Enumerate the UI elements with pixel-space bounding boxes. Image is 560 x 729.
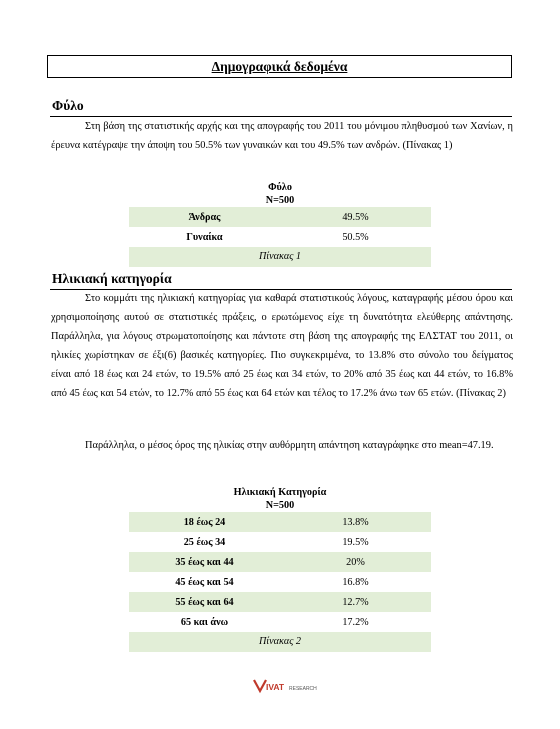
row-label: Άνδρας bbox=[188, 211, 221, 223]
row-label: 45 έως και 54 bbox=[175, 576, 234, 588]
logo-wordmark-main: IVAT bbox=[266, 682, 285, 692]
table-title: Ηλικιακή Κατηγορία bbox=[233, 487, 327, 498]
table-sample-size: N=500 bbox=[265, 195, 295, 206]
row-value: 19.5% bbox=[342, 536, 369, 548]
table-row bbox=[129, 227, 431, 247]
row-label: 18 έως 24 bbox=[183, 516, 226, 528]
vivat-research-logo bbox=[252, 676, 317, 694]
table-row bbox=[129, 612, 431, 632]
row-value: 20% bbox=[346, 556, 365, 568]
row-value: 12.7% bbox=[342, 596, 369, 608]
table-row bbox=[129, 512, 431, 532]
table-caption: Πίνακας 1 bbox=[129, 247, 431, 267]
logo-v-mark bbox=[254, 680, 266, 691]
table-title: Φύλο bbox=[268, 182, 292, 193]
sex-paragraph: Στη βάση της στατιστικής αρχής και της απογραφής του 2011 του μόνιμου πληθυσμού των Χανίων, η έρευνα κατέγραψε την άποψη του 50.5% των γυναικών και του 49.5% των ανδρών. (Πίνακας 1) bbox=[51, 121, 513, 151]
table-row bbox=[129, 592, 431, 612]
table-sample-size: N=500 bbox=[265, 500, 295, 511]
age-table bbox=[129, 486, 431, 652]
table-caption: Πίνακας 2 bbox=[129, 632, 431, 652]
row-value: 49.5% bbox=[342, 211, 369, 223]
age-paragraph: Στο κομμάτι της ηλικιακή κατηγορίας για καθαρά στατιστικούς λόγους, καταγραφής μέσου όρου και χρησιμοποίησης αυτού σε στατιστικές πράξεις, ο ερωτώμενος είχε τη δυνατότητα ελεύθερης απάντησης. Παράλληλα, για λόγους στρωματοποίησης και πάντοτε στη βάση της απογραφής της ΕΛΣΤΑΤ του 2011, οι ηλικίες χωρίστηκαν σε έξι(6) βασικές κατηγορίες. Πιο συγκεκριμένα, το 13.8% στο σύνολο του δείγματος είναι από 18 έως και 24 ετών, το 19.5% από 25 έως και 34 ετών, το 20% από 35 έως και 44 ετών, το 16.8% από 45 έως και 54 ετών, το 12.7% από 55 έως και 64 ετών και τέλος το 17.2% άνω των 65 ετών. (Πίνακας 2) bbox=[51, 293, 513, 399]
logo-wordmark-sub: RESEARCH bbox=[289, 686, 317, 692]
row-label: 35 έως και 44 bbox=[175, 556, 234, 568]
row-value: 17.2% bbox=[342, 616, 369, 628]
mean-paragraph: Παράλληλα, ο μέσος όρος της ηλικίας στην αυθόρμητη απάντηση καταγράφηκε στο mean=47.19. bbox=[85, 440, 494, 451]
table-row bbox=[129, 532, 431, 552]
row-label: 55 έως και 64 bbox=[175, 596, 234, 608]
row-label: Γυναίκα bbox=[186, 231, 223, 243]
table-row bbox=[129, 207, 431, 227]
row-value: 50.5% bbox=[342, 231, 369, 243]
section-heading-age: Ηλικιακή κατηγορία bbox=[52, 271, 172, 286]
table-row bbox=[129, 552, 431, 572]
row-value: 16.8% bbox=[342, 576, 369, 588]
row-label: 25 έως 34 bbox=[183, 536, 226, 548]
table-row bbox=[129, 572, 431, 592]
sex-table bbox=[129, 181, 431, 267]
row-label: 65 και άνω bbox=[180, 616, 229, 628]
row-value: 13.8% bbox=[342, 516, 369, 528]
section-heading-sex: Φύλο bbox=[52, 98, 84, 113]
page-title: Δημογραφικά δεδομένα bbox=[47, 55, 512, 78]
